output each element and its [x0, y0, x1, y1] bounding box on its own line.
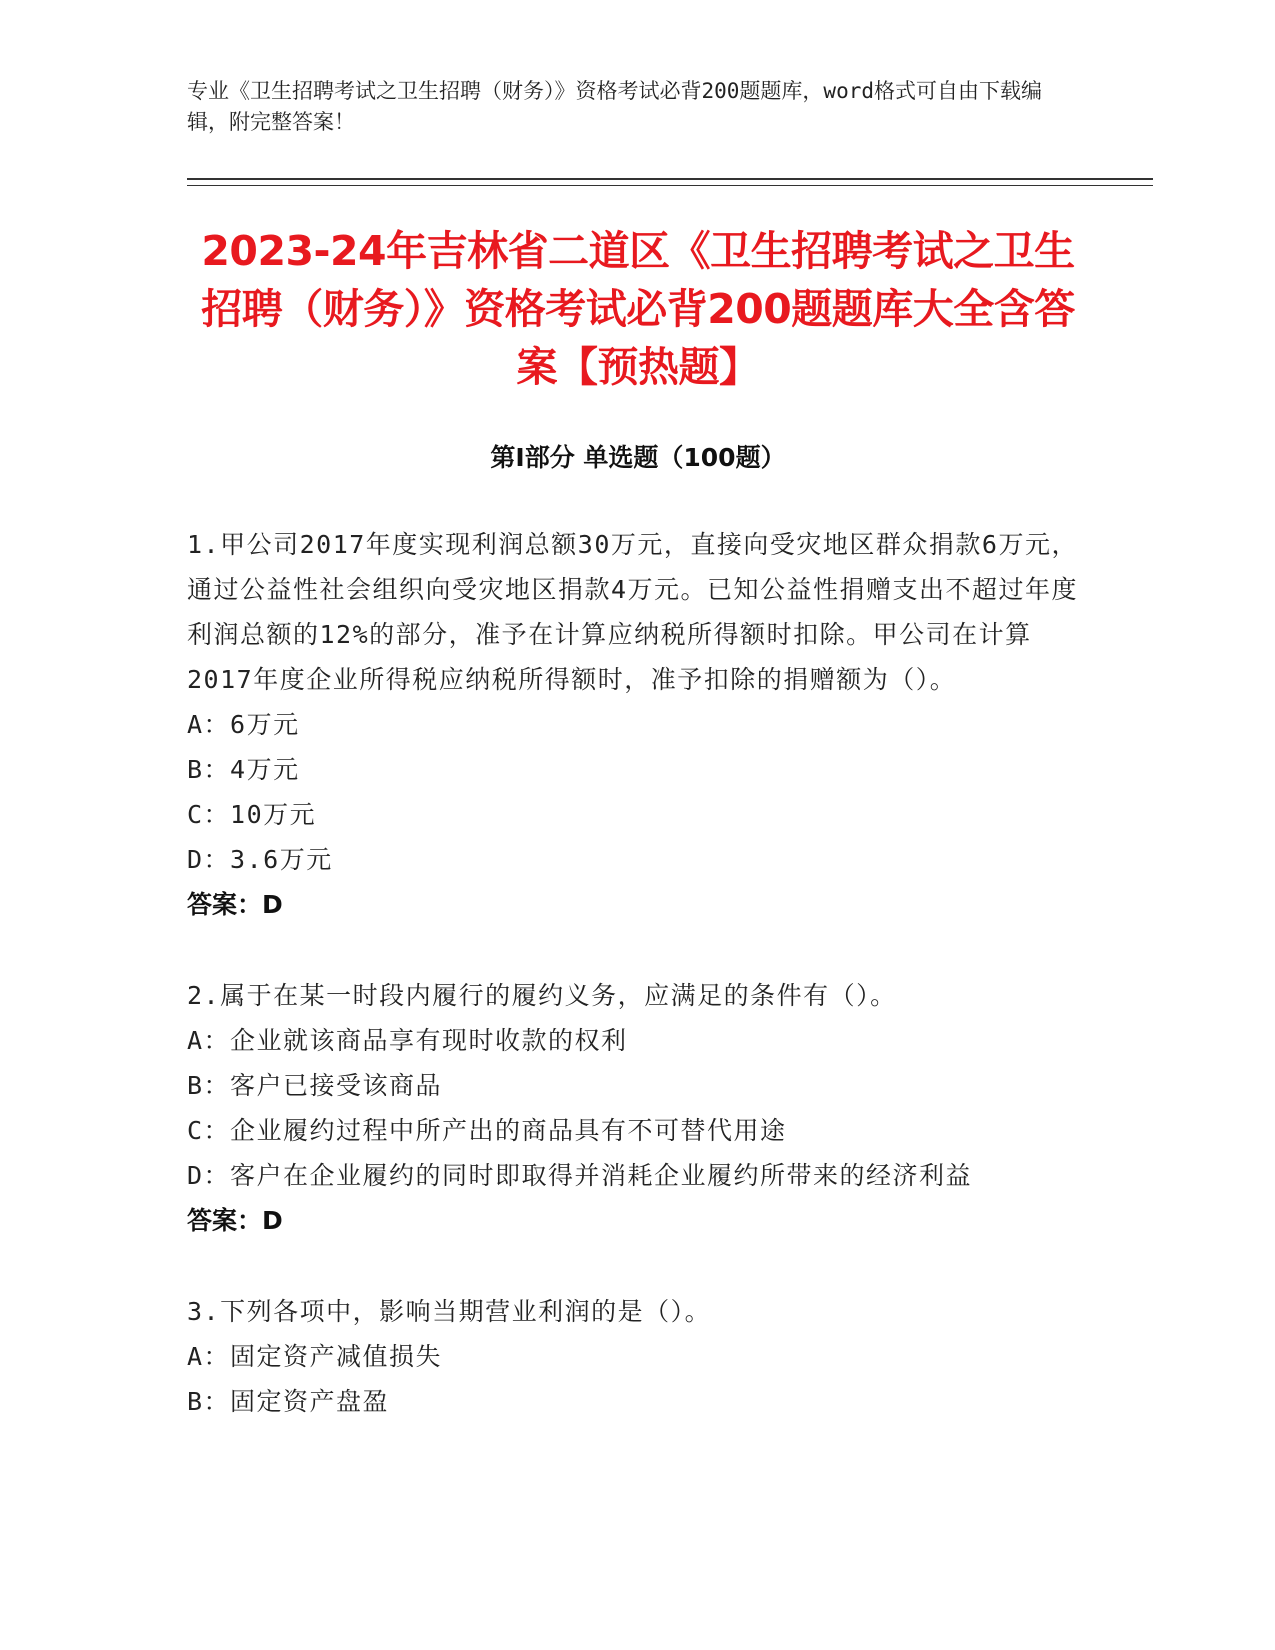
answer-line: 答案：D: [187, 890, 283, 919]
option-c: C：企业履约过程中所产出的商品具有不可替代用途: [187, 1116, 787, 1145]
document-title: 2023-24年吉林省二道区《卫生招聘考试之卫生招聘（财务）》资格考试必背200题题库大全含答案【预热题】: [201, 227, 1075, 391]
question-1: [187, 522, 1089, 927]
option-d: D：客户在企业履约的同时即取得并消耗企业履约所带来的经济利益: [187, 1161, 973, 1190]
question-stem: 3.下列各项中，影响当期营业利润的是（）。: [187, 1297, 712, 1326]
option-b: B：客户已接受该商品: [187, 1071, 443, 1100]
header-divider-thick: [187, 178, 1153, 180]
option-a: A：企业就该商品享有现时收款的权利: [187, 1026, 628, 1055]
question-3: [187, 1289, 1089, 1424]
option-c: C：10万元: [187, 800, 317, 829]
question-list: [187, 522, 1089, 1470]
option-b: B：4万元: [187, 755, 300, 784]
question-stem: 2.属于在某一时段内履行的履约义务，应满足的条件有（）。: [187, 981, 897, 1010]
question-stem: 1.甲公司2017年度实现利润总额30万元，直接向受灾地区群众捐款6万元，通过公益性社会组织向受灾地区捐款4万元。已知公益性捐赠支出不超过年度利润总额的12%的部分，准予在计算应纳税所得额时扣除。甲公司在计算2017年度企业所得税应纳税所得额时，准予扣除的捐赠额为（）。: [187, 530, 1079, 694]
option-d: D：3.6万元: [187, 845, 333, 874]
header-note: 专业《卫生招聘考试之卫生招聘（财务）》资格考试必背200题题库，word格式可自由下载编辑，附完整答案！: [187, 79, 1042, 134]
option-a: A：6万元: [187, 710, 300, 739]
section-heading: 第I部分 单选题（100题）: [490, 443, 786, 472]
option-b: B：固定资产盘盈: [187, 1387, 390, 1416]
header-divider-thin: [187, 185, 1153, 186]
question-2: [187, 973, 1089, 1243]
answer-line: 答案：D: [187, 1206, 283, 1235]
option-a: A：固定资产减值损失: [187, 1342, 443, 1371]
